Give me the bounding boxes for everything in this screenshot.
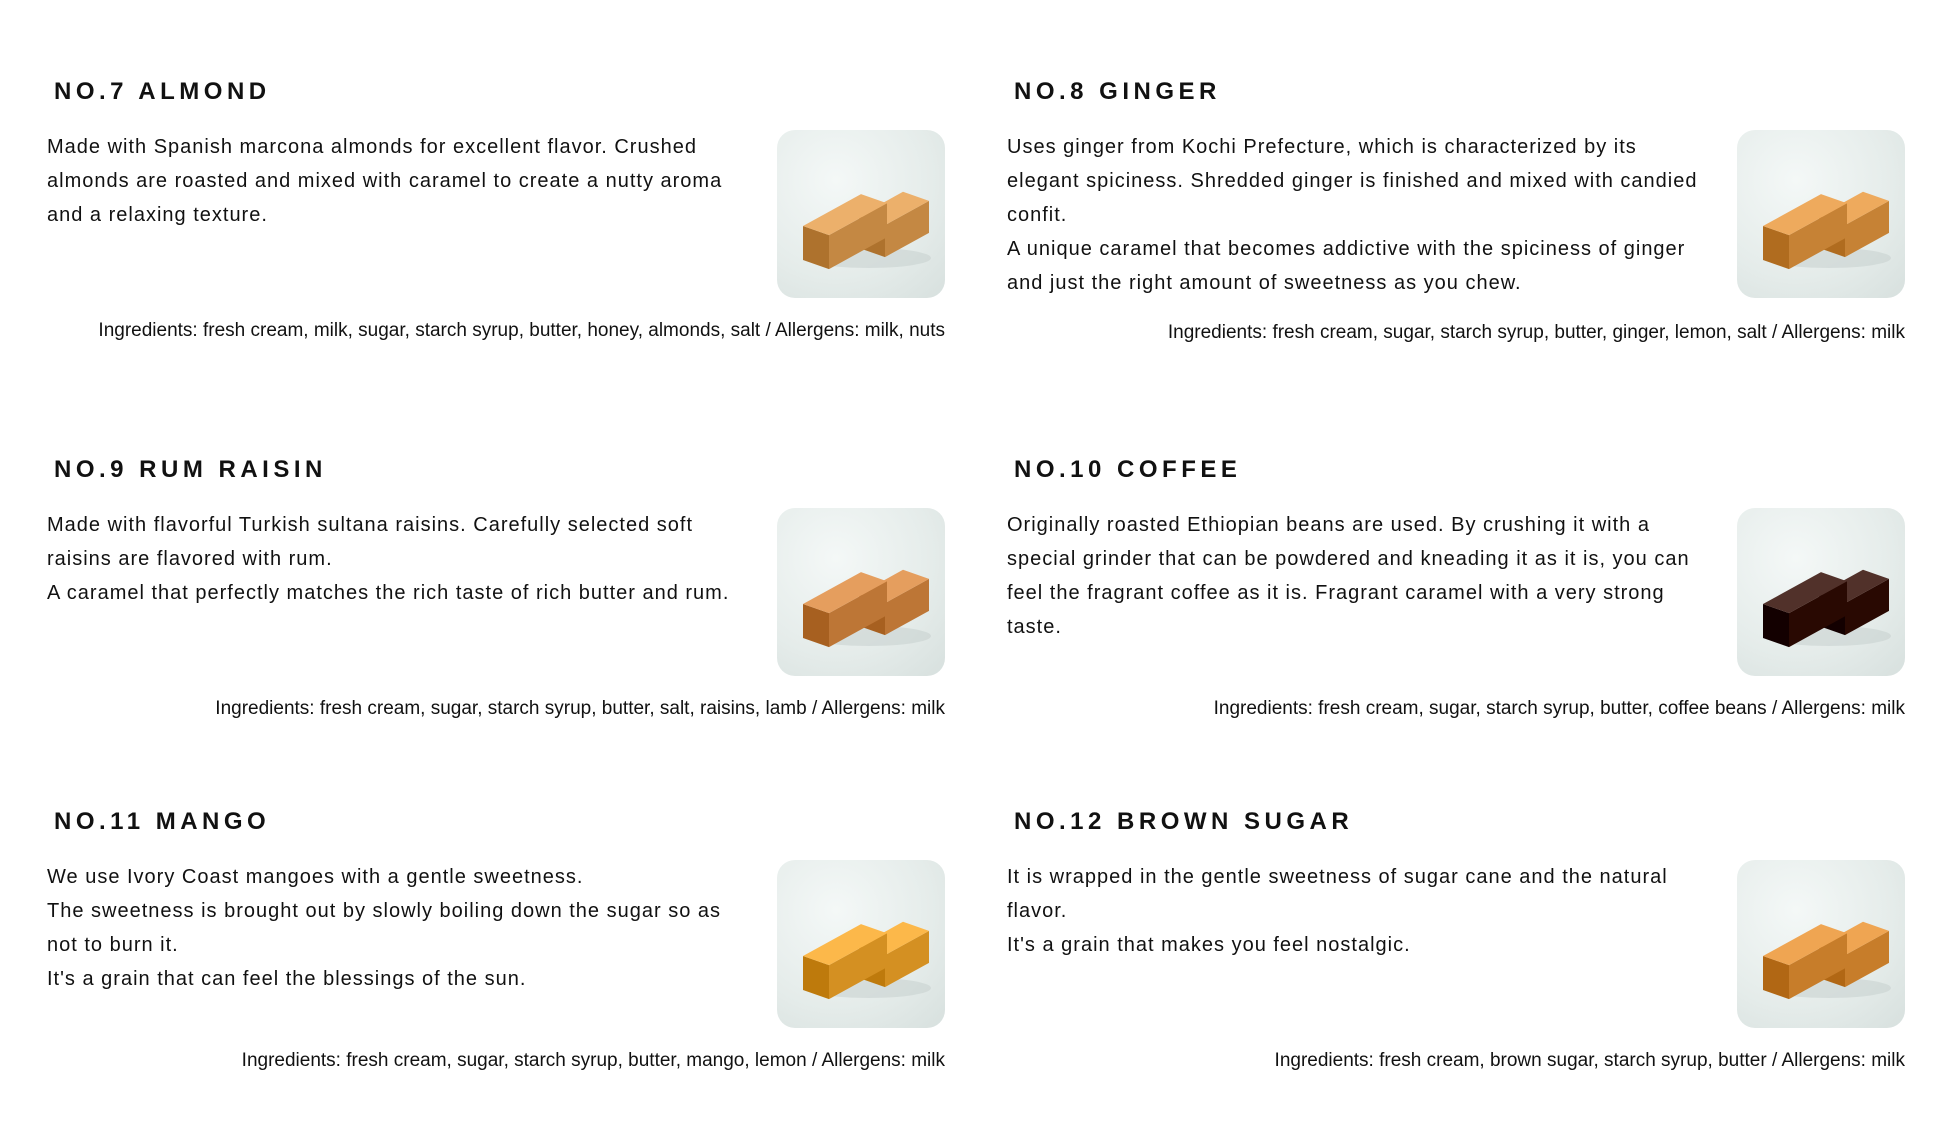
product-title: NO.7 ALMOND	[54, 78, 271, 105]
description-paragraph: We use Ivory Coast mangoes with a gentle sweetness.	[47, 866, 584, 888]
product-card-almond	[47, 76, 945, 344]
description-paragraph: Uses ginger from Kochi Prefecture, which is characterized by its elegant spiciness. Shredded ginger is finished and mixed with candied confit.	[1007, 136, 1698, 226]
ginger-caramel-icon	[1737, 130, 1905, 298]
product-body	[1007, 508, 1905, 676]
product-title: NO.9 RUM RAISIN	[54, 456, 327, 483]
description-paragraph: A unique caramel that becomes addictive with the spiciness of ginger and just the right amount of sweetness as you chew.	[1007, 238, 1686, 294]
product-title: NO.8 GINGER	[1014, 78, 1221, 105]
description-paragraph: Originally roasted Ethiopian beans are used. By crushing it with a special grinder that can be powdered and kneading it as it is, you can feel the fragrant coffee as it is. Fragrant caramel with a very strong taste.	[1007, 514, 1690, 638]
product-ingredients: Ingredients: fresh cream, milk, sugar, starch syrup, butter, honey, almonds, salt / Allergens: milk, nuts	[98, 320, 945, 341]
product-ingredients: Ingredients: fresh cream, sugar, starch syrup, butter, ginger, lemon, salt / Allergens: milk	[1167, 322, 1905, 343]
rum-raisin-caramel-icon	[777, 508, 945, 676]
description-paragraph: A caramel that perfectly matches the rich taste of rich butter and rum.	[47, 582, 730, 604]
product-body	[47, 130, 945, 298]
description-paragraph: Made with Spanish marcona almonds for excellent flavor. Crushed almonds are roasted and mixed with caramel to create a nutty aroma and a relaxing texture.	[47, 136, 723, 226]
product-title: NO.10 COFFEE	[1014, 456, 1242, 483]
product-card-ginger	[1007, 76, 1905, 346]
product-description	[1007, 508, 1707, 644]
mango-caramel-icon	[777, 860, 945, 1028]
coffee-caramel-icon	[1737, 508, 1905, 676]
almond-caramel-icon	[777, 130, 945, 298]
product-ingredients: Ingredients: fresh cream, brown sugar, starch syrup, butter / Allergens: milk	[1274, 1050, 1905, 1071]
product-body	[1007, 130, 1905, 300]
product-description	[47, 508, 747, 610]
product-body	[47, 860, 945, 1028]
product-ingredients: Ingredients: fresh cream, sugar, starch syrup, butter, coffee beans / Allergens: milk	[1213, 698, 1905, 719]
description-paragraph: Made with flavorful Turkish sultana raisins. Carefully selected soft raisins are flavored with rum.	[47, 514, 694, 570]
product-card-brown-sugar	[1007, 806, 1905, 1074]
description-paragraph: It's a grain that can feel the blessings of the sun.	[47, 968, 527, 990]
description-paragraph: It's a grain that makes you feel nostalgic.	[1007, 934, 1411, 956]
product-description	[1007, 860, 1707, 962]
product-body	[47, 508, 945, 676]
product-title: NO.12 BROWN SUGAR	[1014, 808, 1354, 835]
product-card-mango	[47, 806, 945, 1074]
product-description	[47, 130, 747, 232]
product-body	[1007, 860, 1905, 1028]
brown-sugar-caramel-icon	[1737, 860, 1905, 1028]
product-card-rum-raisin	[47, 454, 945, 722]
product-description	[47, 860, 747, 996]
product-card-coffee	[1007, 454, 1905, 722]
product-description	[1007, 130, 1707, 300]
description-paragraph: The sweetness is brought out by slowly boiling down the sugar so as not to burn it.	[47, 900, 722, 956]
product-ingredients: Ingredients: fresh cream, sugar, starch syrup, butter, salt, raisins, lamb / Allergens: milk	[215, 698, 945, 719]
description-paragraph: It is wrapped in the gentle sweetness of sugar cane and the natural flavor.	[1007, 866, 1668, 922]
product-title: NO.11 MANGO	[54, 808, 271, 835]
product-ingredients: Ingredients: fresh cream, sugar, starch syrup, butter, mango, lemon / Allergens: milk	[241, 1050, 945, 1071]
